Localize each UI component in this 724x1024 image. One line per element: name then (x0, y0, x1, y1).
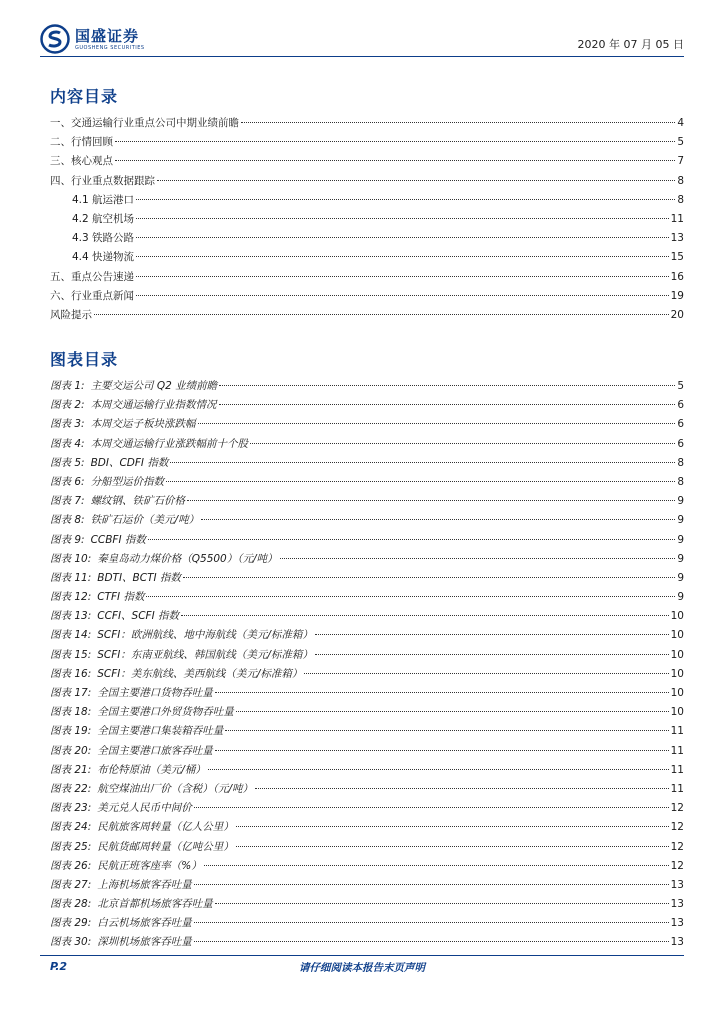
figure-entry-page: 12 (670, 802, 684, 815)
figure-entry-page: 12 (670, 821, 684, 834)
dot-leader (280, 558, 676, 559)
dot-leader (198, 423, 676, 424)
toc-entry-page: 8 (677, 193, 684, 206)
figure-entry[interactable] (50, 608, 684, 627)
toc-entry[interactable] (50, 134, 684, 153)
toc-entry-title: 4.4 快递物流 (72, 251, 135, 264)
figure-entry-number: 图表 30: (50, 936, 92, 949)
figure-entry-title: 螺纹钢、铁矿石价格 (90, 495, 186, 508)
figure-entry-title: SCFI：东南亚航线、韩国航线（美元/标准箱） (97, 648, 313, 661)
figure-entry-page: 10 (670, 648, 684, 661)
figure-entry[interactable] (50, 800, 684, 819)
dot-leader (241, 122, 675, 123)
dot-leader (136, 295, 669, 296)
disclaimer-note: 请仔细阅读本报告末页声明 (299, 962, 425, 974)
figure-entry-title: 民航正班客座率（%） (97, 859, 202, 872)
dot-leader (315, 634, 669, 635)
figure-entry-page: 10 (670, 629, 684, 642)
figure-entry-page: 9 (677, 591, 684, 604)
toc-entry-page: 20 (670, 308, 684, 321)
figure-entry-number: 图表 29: (50, 917, 92, 930)
toc-entry-page: 4 (677, 117, 684, 129)
figure-entry[interactable] (50, 570, 684, 589)
figure-entry[interactable] (50, 666, 684, 685)
figure-entry-title: 秦皇岛动力煤价格（Q5500）（元/吨） (97, 552, 278, 565)
dot-leader (136, 199, 675, 200)
figure-entry-page: 9 (677, 552, 684, 565)
figure-entry-title: 民航旅客周转量（亿人公里） (97, 821, 234, 834)
toc-entry[interactable] (50, 153, 684, 172)
dot-leader (166, 481, 675, 482)
figure-entry-page: 8 (677, 475, 684, 488)
dot-leader (236, 846, 669, 847)
figure-entry-page: 5 (677, 380, 684, 392)
toc-entry-title: 4.2 航空机场 (72, 212, 135, 225)
toc-entry-page: 16 (670, 270, 684, 283)
figures-list (50, 378, 684, 954)
dot-leader (194, 807, 669, 808)
page-number: P.2 (50, 960, 68, 973)
toc-entry-page: 13 (670, 232, 684, 245)
figure-entry-number: 图表 25: (50, 840, 92, 853)
figure-entry-number: 图表 3: (50, 418, 85, 431)
toc-entry-title: 4.3 铁路公路 (72, 232, 135, 245)
figure-entry[interactable] (50, 647, 684, 666)
figure-entry-title: 白云机场旅客吞吐量 (97, 917, 192, 930)
toc-entry-page: 11 (670, 212, 684, 225)
page-header (40, 22, 684, 56)
dot-leader (194, 922, 669, 923)
figure-entry[interactable] (50, 723, 684, 742)
contents-list (50, 115, 684, 326)
toc-entry-page: 8 (677, 174, 684, 187)
figure-entry-title: 北京首都机场旅客吞吐量 (97, 898, 213, 911)
toc-entry-page: 15 (670, 251, 684, 264)
figure-entry-title: 铁矿石运价（美元/吨） (90, 514, 200, 527)
toc-entry[interactable] (50, 173, 684, 192)
figure-entry[interactable] (50, 627, 684, 646)
toc-entry-title: 三、核心观点 (50, 155, 113, 168)
figure-entry-page: 10 (670, 610, 684, 623)
figure-entry-title: 航空煤油出厂价（含税）（元/吨） (97, 782, 254, 795)
toc-entry[interactable] (50, 115, 684, 134)
figure-entry-title: BDTI、BCTI 指数 (97, 571, 181, 584)
figure-entry-page: 10 (670, 687, 684, 699)
figure-entry-title: CTFI 指数 (97, 591, 145, 604)
figure-entry-number: 图表 21: (50, 763, 92, 776)
figure-entry[interactable] (50, 493, 684, 512)
figure-entry[interactable] (50, 512, 684, 531)
figure-entry-number: 图表 8: (50, 514, 85, 527)
figure-entry-page: 11 (670, 763, 684, 776)
figure-entry-page: 10 (670, 706, 684, 719)
toc-entry-title: 四、行业重点数据跟踪 (50, 174, 155, 187)
figure-entry-page: 6 (677, 418, 684, 431)
figure-entry-title: CCBFI 指数 (90, 533, 146, 546)
figure-entry-number: 图表 17: (50, 687, 92, 699)
figure-entry[interactable] (50, 915, 684, 934)
dot-leader (304, 673, 668, 674)
dot-leader (201, 519, 675, 520)
dot-leader (236, 826, 669, 827)
figure-entry-page: 9 (677, 533, 684, 546)
dot-leader (315, 654, 669, 655)
figure-entry-title: 美元兑人民币中间价 (97, 802, 192, 815)
dot-leader (215, 903, 669, 904)
figure-entry-page: 9 (677, 571, 684, 584)
figure-entry[interactable] (50, 378, 684, 397)
figure-entry-number: 图表 5: (50, 456, 85, 469)
figure-entry[interactable] (50, 474, 684, 493)
dot-leader (194, 941, 669, 942)
figure-entry[interactable] (50, 532, 684, 551)
dot-leader (136, 256, 669, 257)
figure-entry-number: 图表 26: (50, 859, 92, 872)
dot-leader (157, 180, 675, 181)
figure-entry[interactable] (50, 839, 684, 858)
dot-leader (170, 462, 675, 463)
toc-entry-title: 六、行业重点新闻 (50, 289, 134, 302)
contents-title: 内容目录 (50, 87, 119, 106)
toc-entry[interactable] (50, 249, 684, 268)
dot-leader (225, 730, 668, 731)
dot-leader (204, 865, 669, 866)
figure-entry[interactable] (50, 858, 684, 877)
figure-entry-page: 6 (677, 437, 684, 450)
figure-entry-title: 深圳机场旅客吞吐量 (97, 936, 192, 949)
toc-entry[interactable] (50, 269, 684, 288)
figure-entry[interactable] (50, 416, 684, 435)
figure-entry-page: 11 (670, 744, 684, 757)
figure-entry-number: 图表 23: (50, 802, 92, 815)
dot-leader (250, 443, 675, 444)
figure-entry-title: BDI、CDFI 指数 (90, 456, 169, 469)
figure-entry-number: 图表 18: (50, 706, 92, 719)
figure-entry-number: 图表 6: (50, 475, 85, 488)
figure-entry-title: CCFI、SCFI 指数 (97, 610, 180, 623)
figure-entry-number: 图表 20: (50, 744, 92, 757)
figure-entry-number: 图表 7: (50, 495, 85, 508)
figure-entry-title: 本周交通运输行业涨跌幅前十个股 (90, 437, 249, 450)
toc-entry-title: 风险提示 (50, 308, 92, 321)
figure-entry-page: 11 (670, 782, 684, 795)
figure-entry[interactable] (50, 743, 684, 762)
figure-entry[interactable] (50, 551, 684, 570)
figures-title: 图表目录 (50, 350, 119, 369)
figure-entry-title: 本周交通运输行业指数情况 (90, 399, 217, 412)
dot-leader (115, 160, 675, 161)
toc-entry-page: 19 (670, 289, 684, 302)
toc-entry[interactable] (50, 192, 684, 211)
figure-entry-page: 6 (677, 399, 684, 412)
report-date: 2020 年 07 月 05 日 (577, 38, 684, 51)
figure-entry-title: SCFI：欧洲航线、地中海航线（美元/标准箱） (97, 629, 313, 642)
dot-leader (236, 711, 669, 712)
toc-entry[interactable] (50, 307, 684, 326)
figure-entry-title: 分船型运价指数 (90, 475, 165, 488)
figure-entry-title: 全国主要港口货物吞吐量 (97, 687, 213, 699)
figure-entry[interactable] (50, 704, 684, 723)
figure-entry-page: 12 (670, 859, 684, 872)
toc-entry-page: 7 (677, 155, 684, 168)
figure-entry-number: 图表 1: (50, 380, 85, 392)
dot-leader (146, 596, 675, 597)
figure-entry-number: 图表 24: (50, 821, 92, 834)
dot-leader (183, 577, 675, 578)
dot-leader (215, 692, 669, 693)
toc-entry-title: 二、行情回顾 (50, 136, 113, 149)
dot-leader (219, 385, 675, 386)
figure-entry-title: 布伦特原油（美元/桶） (97, 763, 206, 776)
figure-entry-title: 上海机场旅客吞吐量 (97, 878, 192, 891)
figure-entry[interactable] (50, 397, 684, 416)
figure-entry-number: 图表 16: (50, 667, 92, 680)
toc-entry[interactable] (50, 288, 684, 307)
figure-entry-number: 图表 19: (50, 725, 92, 738)
dot-leader (255, 788, 669, 789)
figure-entry-page: 13 (670, 936, 684, 949)
dot-leader (115, 141, 675, 142)
figure-entry-page: 12 (670, 840, 684, 853)
figure-entry-page: 10 (670, 667, 684, 680)
figure-entry-number: 图表 11: (50, 571, 92, 584)
figure-entry-number: 图表 9: (50, 533, 85, 546)
toc-entry-page: 5 (677, 136, 684, 149)
figure-entry-title: 民航货邮周转量（亿吨公里） (97, 840, 234, 853)
figure-entry-title: SCFI：美东航线、美西航线（美元/标准箱） (97, 667, 303, 680)
figure-entry-number: 图表 4: (50, 437, 85, 450)
dot-leader (148, 539, 675, 540)
logo-chinese-name: 国盛证券 (75, 26, 140, 45)
dot-leader (187, 500, 675, 501)
figure-entry-page: 9 (677, 514, 684, 527)
toc-entry-title: 4.1 航运港口 (72, 193, 135, 206)
toc-entry[interactable] (50, 211, 684, 230)
figure-entry-number: 图表 2: (50, 399, 85, 412)
figure-entry[interactable] (50, 589, 684, 608)
figure-entry-number: 图表 22: (50, 782, 92, 795)
dot-leader (136, 237, 669, 238)
figure-entry-page: 9 (677, 495, 684, 508)
figure-entry-number: 图表 28: (50, 898, 92, 911)
logo-english-name: GUOSHENG SECURITIES (75, 44, 145, 51)
figure-entry-number: 图表 13: (50, 610, 92, 623)
figure-entry-page: 13 (670, 878, 684, 891)
figure-entry[interactable] (50, 877, 684, 896)
figure-entry[interactable] (50, 436, 684, 455)
figure-entry-number: 图表 10: (50, 552, 92, 565)
figure-entry-title: 主要交运公司 Q2 业绩前瞻 (90, 380, 218, 392)
figure-entry[interactable] (50, 934, 684, 953)
header-divider (40, 56, 684, 57)
figure-entry[interactable] (50, 685, 684, 704)
dot-leader (194, 884, 669, 885)
figure-entry-page: 11 (670, 725, 684, 738)
guosheng-logo-icon (40, 24, 70, 54)
dot-leader (94, 314, 669, 315)
dot-leader (219, 404, 676, 405)
figure-entry-number: 图表 14: (50, 629, 92, 642)
toc-entry-title: 五、重点公告速递 (50, 270, 134, 283)
dot-leader (181, 615, 669, 616)
figure-entry-number: 图表 27: (50, 878, 92, 891)
figure-entry[interactable] (50, 781, 684, 800)
figure-entry-title: 全国主要港口集装箱吞吐量 (97, 725, 224, 738)
figure-entry[interactable] (50, 896, 684, 915)
figure-entry-title: 本周交运子板块涨跌幅 (90, 418, 196, 431)
figure-entry-page: 8 (677, 456, 684, 469)
figure-entry-number: 图表 15: (50, 648, 92, 661)
figure-entry-page: 13 (670, 917, 684, 930)
company-logo (40, 22, 145, 56)
toc-entry-title: 一、交通运输行业重点公司中期业绩前瞻 (50, 117, 239, 129)
figure-entry-title: 全国主要港口旅客吞吐量 (97, 744, 213, 757)
figure-entry[interactable] (50, 455, 684, 474)
figure-entry-title: 全国主要港口外贸货物吞吐量 (97, 706, 234, 719)
dot-leader (136, 276, 669, 277)
dot-leader (136, 218, 669, 219)
figure-entry-number: 图表 12: (50, 591, 92, 604)
dot-leader (215, 750, 669, 751)
figure-entry[interactable] (50, 819, 684, 838)
figure-entry-page: 13 (670, 898, 684, 911)
footer-divider (40, 955, 684, 956)
figure-entry[interactable] (50, 762, 684, 781)
toc-entry[interactable] (50, 230, 684, 249)
dot-leader (208, 769, 669, 770)
